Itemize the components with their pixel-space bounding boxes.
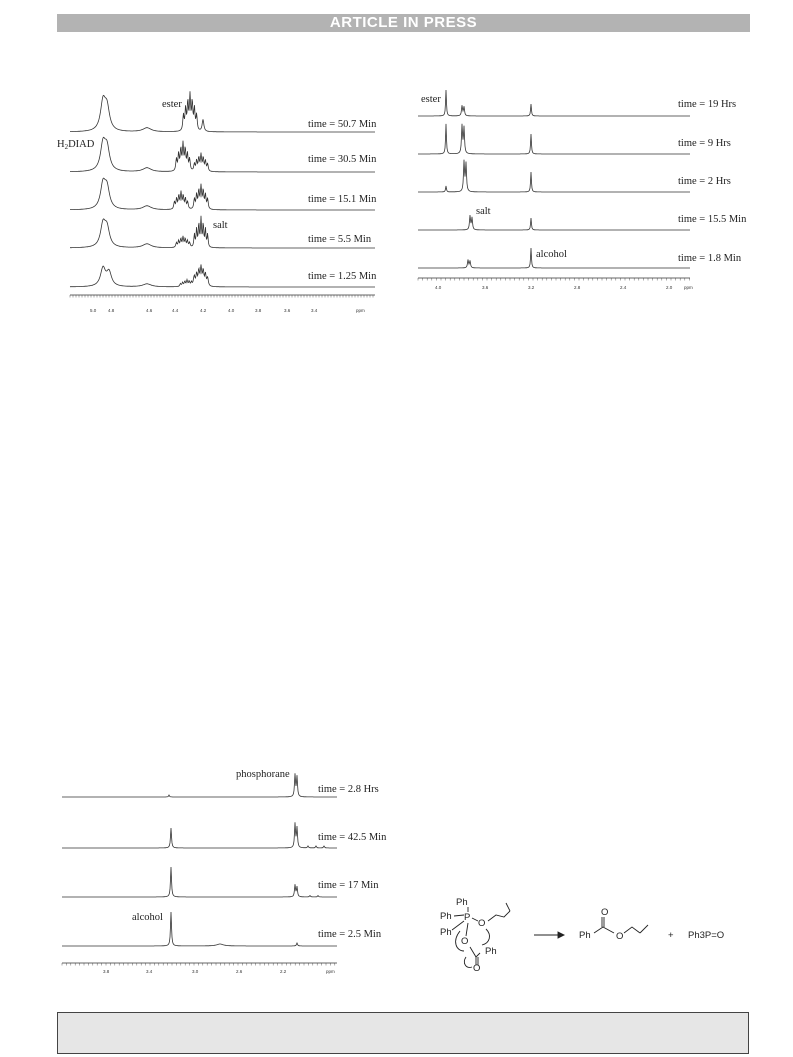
tick-label: 2.4 bbox=[620, 285, 627, 290]
trace-time-label: time = 9 Hrs bbox=[678, 138, 731, 149]
atom-label: O bbox=[473, 963, 481, 974]
article-in-press-banner: ARTICLE IN PRESS bbox=[57, 14, 750, 32]
trace-time-label: time = 2 Hrs bbox=[678, 176, 731, 187]
tick-label: 3.8 bbox=[103, 969, 110, 974]
trace-time-label: time = 50.7 Min bbox=[308, 119, 377, 130]
atom-label: P bbox=[464, 912, 471, 923]
spectrum-trace bbox=[418, 90, 690, 116]
trace-time-label: time = 30.5 Min bbox=[308, 154, 377, 165]
tick-label: ppm bbox=[684, 285, 693, 290]
plus-sign: + bbox=[668, 930, 674, 941]
label-h2diad: H2DIAD bbox=[57, 139, 95, 151]
spectrum-trace bbox=[62, 822, 337, 848]
atom-label: O bbox=[616, 931, 624, 942]
trace-time-label: time = 42.5 Min bbox=[318, 832, 387, 843]
atom-label: O bbox=[601, 907, 609, 918]
tick-label: 2.2 bbox=[280, 969, 287, 974]
tick-label: 4.8 bbox=[108, 308, 115, 313]
atom-label: O bbox=[461, 936, 469, 947]
footer-citation-box bbox=[57, 1012, 749, 1054]
atom-label: Ph bbox=[485, 946, 497, 957]
tick-label: 4.2 bbox=[200, 308, 207, 313]
tick-label: 4.0 bbox=[228, 308, 235, 313]
atom-label: Ph bbox=[456, 897, 468, 908]
spectrum-trace bbox=[62, 912, 337, 946]
trace-time-label: time = 15.1 Min bbox=[308, 194, 377, 205]
atom-label: Ph bbox=[440, 911, 452, 922]
tick-label: 3.6 bbox=[482, 285, 489, 290]
label-ester: ester bbox=[162, 99, 182, 110]
tick-label: 2.8 bbox=[574, 285, 581, 290]
trace-time-label: time = 5.5 Min bbox=[308, 234, 372, 245]
tick-label: 4.4 bbox=[172, 308, 179, 313]
reaction-arrow bbox=[534, 932, 564, 938]
label-alcohol: alcohol bbox=[536, 249, 567, 260]
tick-label: 2.6 bbox=[236, 969, 243, 974]
atom-label: O bbox=[478, 918, 486, 929]
ticks-a bbox=[90, 308, 365, 313]
tick-label: 3.8 bbox=[255, 308, 262, 313]
trace-time-label: time = 19 Hrs bbox=[678, 99, 737, 110]
tick-label: 4.0 bbox=[435, 285, 442, 290]
label-phosphorane: phosphorane bbox=[236, 769, 290, 780]
label-alcohol: alcohol bbox=[132, 912, 163, 923]
atom-label: Ph bbox=[440, 927, 452, 938]
tick-label: 5.0 bbox=[90, 308, 97, 313]
tick-label: ppm bbox=[356, 308, 365, 313]
nmr-figure-b bbox=[418, 80, 763, 295]
spectrum-trace bbox=[62, 773, 337, 797]
tick-label: 3.4 bbox=[311, 308, 318, 313]
trace-time-label: time = 2.8 Hrs bbox=[318, 784, 379, 795]
nmr-figure-c bbox=[60, 760, 390, 980]
atom-label: Ph bbox=[579, 930, 591, 941]
spectrum-trace bbox=[418, 160, 690, 192]
trace-time-label: time = 1.25 Min bbox=[308, 271, 377, 282]
spectrum-trace bbox=[418, 124, 690, 154]
reaction-scheme bbox=[430, 893, 760, 983]
tick-label: 3.0 bbox=[192, 969, 199, 974]
tick-label: 2.0 bbox=[666, 285, 673, 290]
tick-label: 4.6 bbox=[146, 308, 153, 313]
label-salt: salt bbox=[476, 206, 491, 217]
tick-label: 3.2 bbox=[528, 285, 535, 290]
trace-time-label: time = 1.8 Min bbox=[678, 253, 742, 264]
spectrum-trace bbox=[62, 867, 337, 897]
tick-label: 3.4 bbox=[146, 969, 153, 974]
trace-time-label: time = 17 Min bbox=[318, 880, 379, 891]
tick-label: 3.6 bbox=[284, 308, 291, 313]
triphenylphosphine-oxide: Ph3P=O bbox=[688, 930, 725, 941]
trace-time-label: time = 15.5 Min bbox=[678, 214, 747, 225]
nmr-figure-a bbox=[55, 80, 385, 320]
trace-time-label: time = 2.5 Min bbox=[318, 929, 382, 940]
label-ester: ester bbox=[421, 94, 441, 105]
spectrum-trace bbox=[418, 215, 690, 230]
label-salt: salt bbox=[213, 220, 228, 231]
tick-label: ppm bbox=[326, 969, 335, 974]
